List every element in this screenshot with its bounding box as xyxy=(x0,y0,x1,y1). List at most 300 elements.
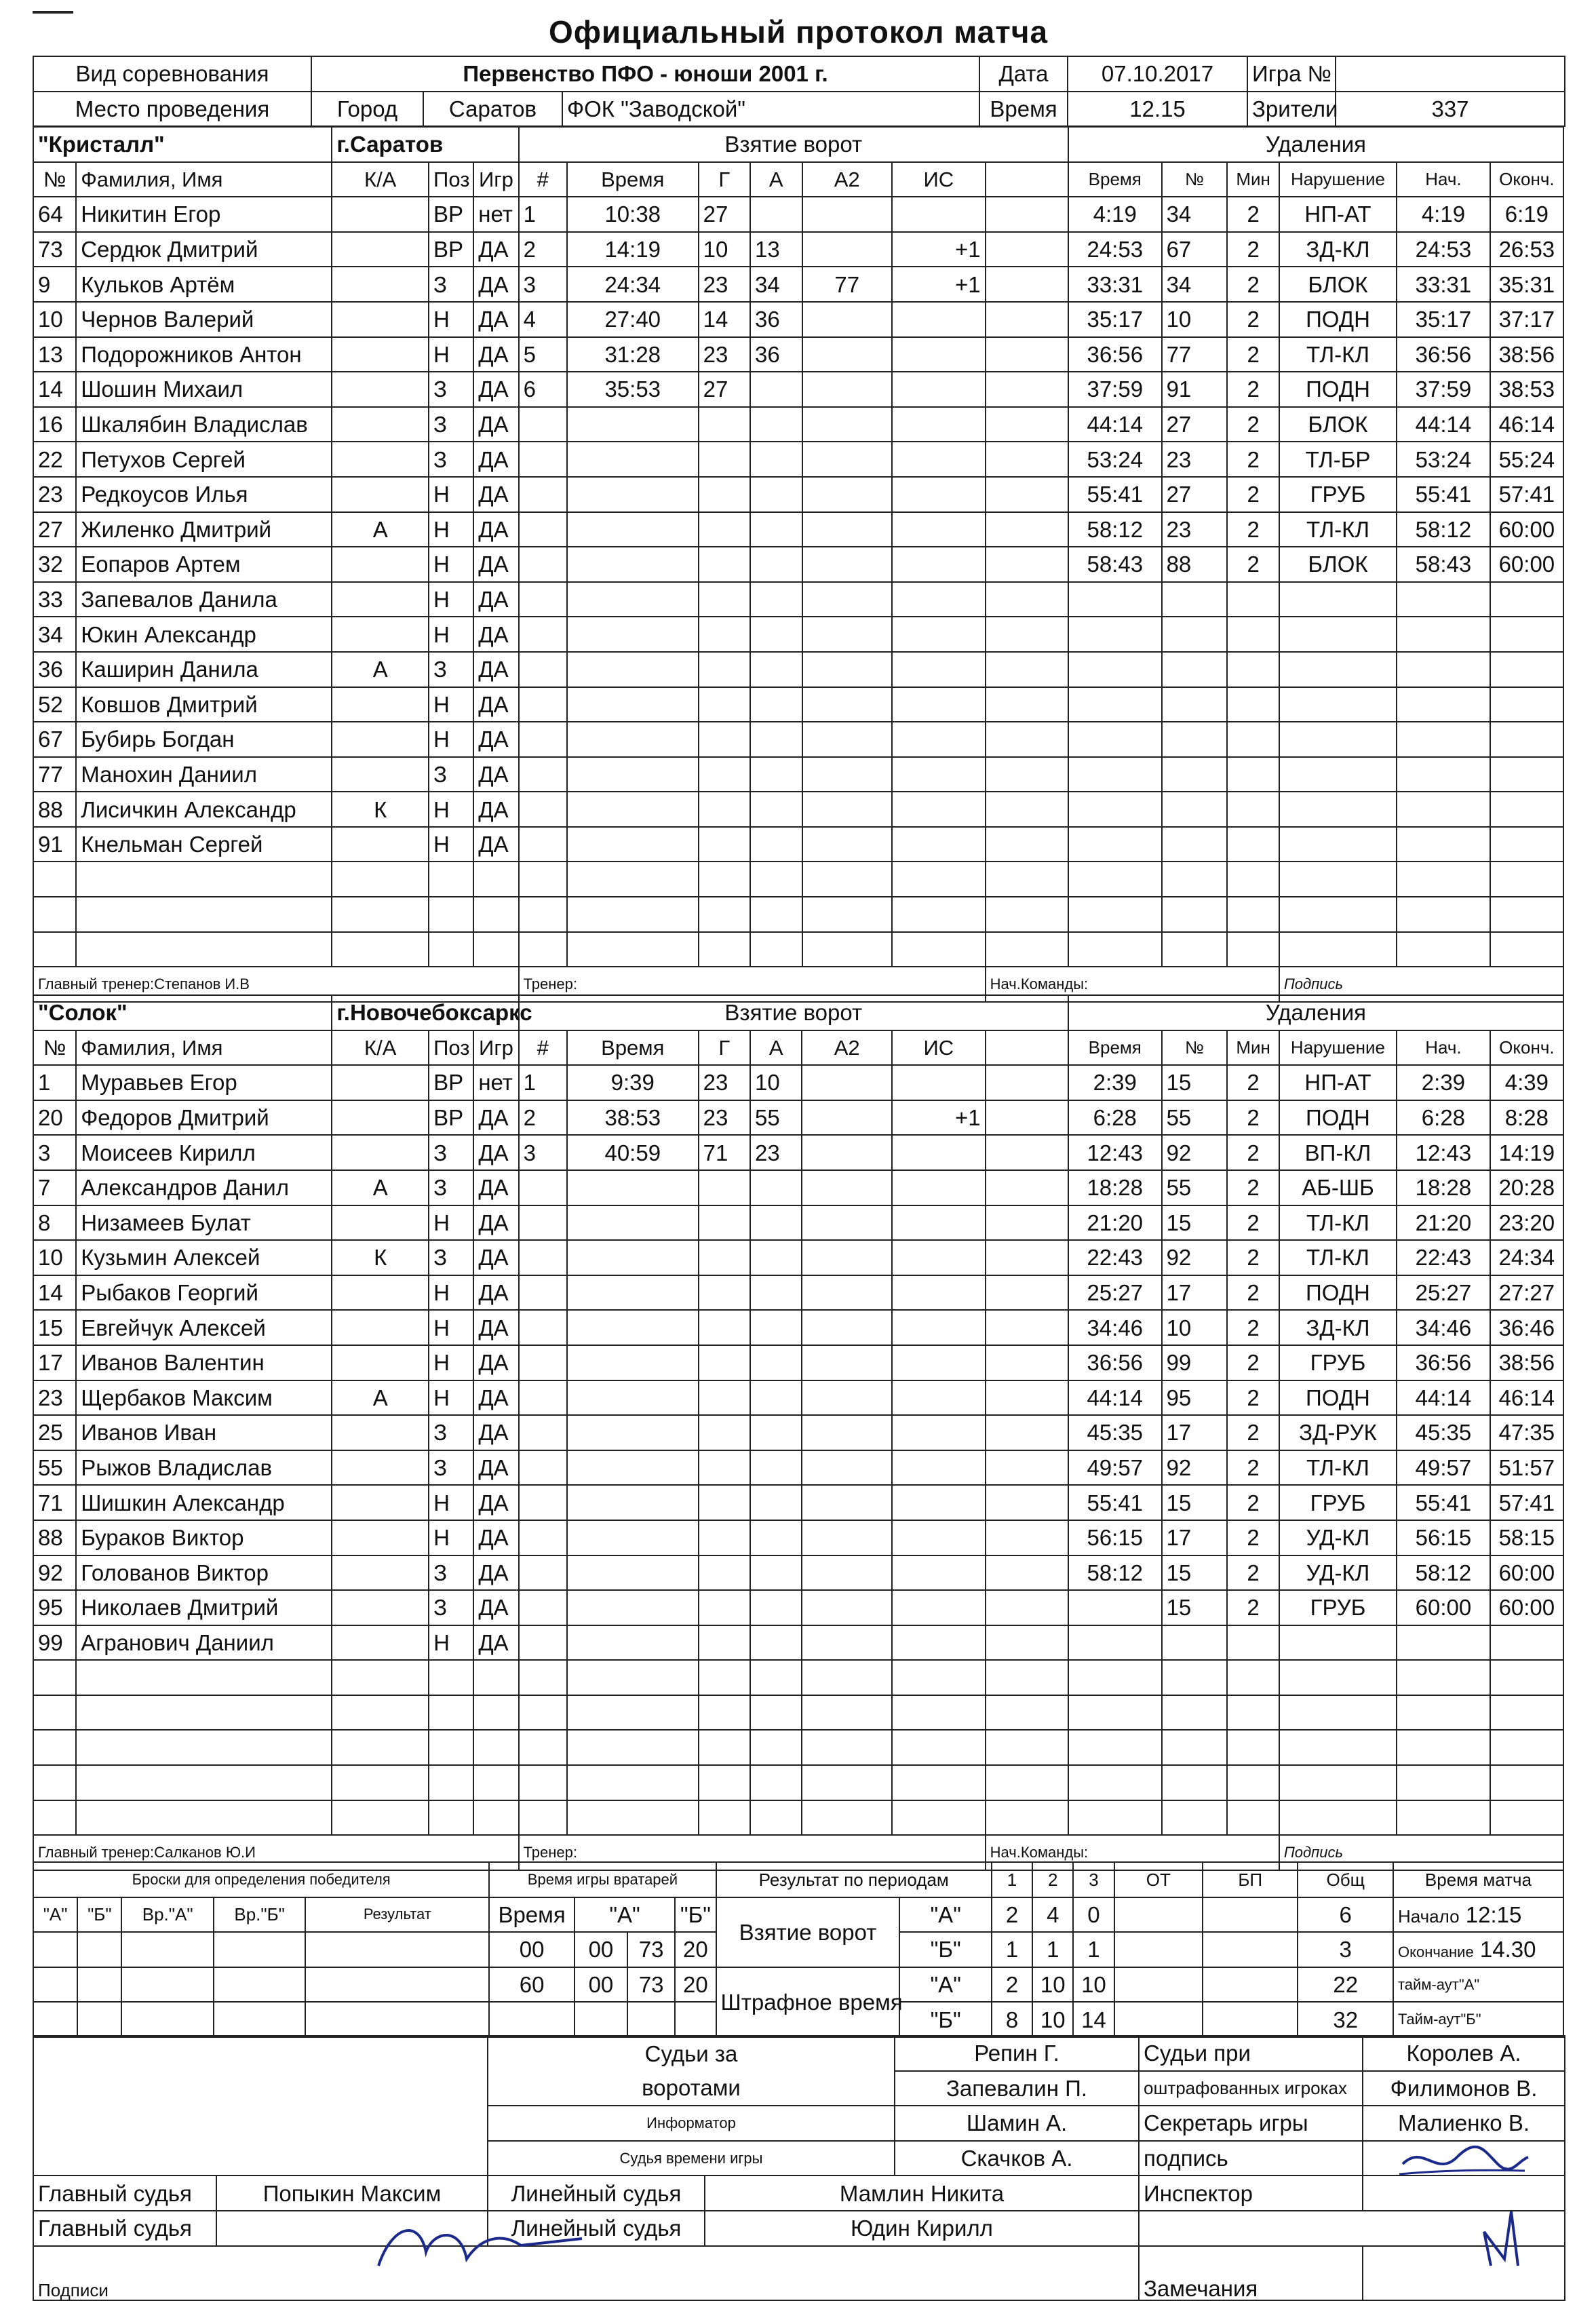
pen-time: 2:39 xyxy=(1068,1065,1162,1100)
pen-min: 2 xyxy=(1227,1415,1279,1450)
table-row xyxy=(33,652,1563,687)
player-pos: Н xyxy=(429,547,473,582)
pen-start: 36:56 xyxy=(1397,1345,1490,1380)
player-pos: Н xyxy=(429,687,473,722)
secretary-value: Малиенко В. xyxy=(1363,2106,1565,2141)
pen-min xyxy=(1227,1765,1279,1800)
table-row xyxy=(33,1520,1563,1555)
pen-time xyxy=(1068,757,1162,792)
player-pos: Н xyxy=(429,1485,473,1520)
pen-time: 58:12 xyxy=(1068,1555,1162,1591)
match-time-label: Время матча xyxy=(1393,1862,1563,1897)
goal-a2: 77 xyxy=(802,267,893,302)
goal-g xyxy=(699,582,750,617)
player-ka xyxy=(332,827,429,862)
goal-time xyxy=(567,1450,699,1486)
player-no: 36 xyxy=(33,652,76,687)
goal-a: 55 xyxy=(750,1100,802,1136)
goal-a2 xyxy=(802,792,893,827)
col-goal-no: # xyxy=(519,1030,567,1066)
player-no: 25 xyxy=(33,1415,76,1450)
col-pen-time: Время xyxy=(1068,162,1162,197)
pen-end: 37:17 xyxy=(1490,302,1563,337)
gk-r1-b: 20 xyxy=(675,1932,716,1967)
player-pos: З xyxy=(429,1590,473,1625)
pen-min: 2 xyxy=(1227,1345,1279,1380)
gk-r2-a: 73 xyxy=(627,1967,675,2003)
pen-foul xyxy=(1279,652,1397,687)
remarks-signature xyxy=(1464,2205,1538,2273)
pen-end xyxy=(1490,1660,1563,1695)
pen-foul: НП-АТ xyxy=(1279,1065,1397,1100)
pen-foul xyxy=(1279,722,1397,757)
pen-time: 33:31 xyxy=(1068,267,1162,302)
player-ka xyxy=(332,232,429,267)
goal-g xyxy=(699,407,750,442)
player-name: Кнельман Сергей xyxy=(76,827,332,862)
head-coach: Главный тренер:Степанов И.В xyxy=(33,967,519,1002)
goal-g: 23 xyxy=(699,337,750,372)
goal-a2 xyxy=(802,512,893,547)
player-ka xyxy=(332,1135,429,1170)
player-name: Шкалябин Владислав xyxy=(76,407,332,442)
player-igr: ДА xyxy=(473,1310,518,1345)
pen-min xyxy=(1227,1695,1279,1730)
player-ka xyxy=(332,1555,429,1591)
table-row xyxy=(33,1275,1563,1311)
player-igr: ДА xyxy=(473,1590,518,1625)
pen-no xyxy=(1162,1765,1228,1800)
player-name: Лисичкин Александр xyxy=(76,792,332,827)
goal-a2 xyxy=(802,1765,892,1800)
pen-min: 2 xyxy=(1227,1100,1279,1136)
pen-end: 38:56 xyxy=(1490,337,1563,372)
player-igr: ДА xyxy=(473,722,518,757)
goal-a2 xyxy=(802,722,893,757)
player-name: Александров Данил xyxy=(76,1170,332,1205)
goal-n xyxy=(519,1415,567,1450)
pen-foul: ПОДН xyxy=(1279,1100,1397,1136)
goal-g: 71 xyxy=(699,1135,750,1170)
pen-no: 88 xyxy=(1162,547,1228,582)
pen-start: 6:28 xyxy=(1397,1100,1490,1136)
player-ka: К xyxy=(332,1240,429,1275)
pen-start xyxy=(1397,862,1490,897)
player-no: 7 xyxy=(33,1170,76,1205)
player-ka xyxy=(332,302,429,337)
goal-n xyxy=(519,757,567,792)
pen-time: 4:19 xyxy=(1068,197,1162,232)
pen-time: 58:43 xyxy=(1068,547,1162,582)
date-label: Дата xyxy=(979,56,1068,92)
player-igr: ДА xyxy=(473,1520,518,1555)
goal-time xyxy=(567,617,699,652)
table-row xyxy=(33,862,1563,897)
goal-g: 27 xyxy=(699,197,750,232)
player-igr: ДА xyxy=(473,1625,518,1661)
player-igr xyxy=(473,862,518,897)
goal-a2 xyxy=(802,932,893,967)
player-pos: Н xyxy=(429,1380,473,1416)
player-name: Петухов Сергей xyxy=(76,442,332,477)
pen-end: 51:57 xyxy=(1490,1450,1563,1486)
pen-foul: ЗД-КЛ xyxy=(1279,1310,1397,1345)
player-name: Ковшов Дмитрий xyxy=(76,687,332,722)
goal-g: 14 xyxy=(699,302,750,337)
goals-b-p1: 1 xyxy=(992,1932,1032,1967)
player-pos xyxy=(429,932,473,967)
goal-a2 xyxy=(802,1310,892,1345)
player-pos: Н xyxy=(429,1345,473,1380)
player-ka xyxy=(332,687,429,722)
team-chief: Нач.Команды: xyxy=(986,967,1279,1002)
goal-n: 2 xyxy=(519,1100,567,1136)
player-igr: ДА xyxy=(473,1345,518,1380)
player-pos: Н xyxy=(429,302,473,337)
player-igr: ДА xyxy=(473,442,518,477)
goal-n xyxy=(519,1590,567,1625)
col-pen-no: № xyxy=(1162,162,1228,197)
goal-is xyxy=(892,1660,986,1695)
table-row xyxy=(33,512,1563,547)
player-pos: Н xyxy=(429,582,473,617)
pen-start xyxy=(1397,827,1490,862)
table-row xyxy=(33,1765,1563,1800)
goal-is xyxy=(892,372,986,407)
pen-team-a-code: "А" xyxy=(899,1967,991,2003)
goal-a xyxy=(750,1625,802,1661)
player-igr: ДА xyxy=(473,792,518,827)
pen-min xyxy=(1227,932,1279,967)
pen-min: 2 xyxy=(1227,407,1279,442)
player-ka xyxy=(332,1205,429,1241)
team-b-table xyxy=(33,994,1564,1871)
goal-g xyxy=(699,932,750,967)
goals-a-p1: 2 xyxy=(992,1897,1032,1933)
pen-no xyxy=(1162,1660,1228,1695)
player-no: 20 xyxy=(33,1100,76,1136)
player-ka xyxy=(332,1730,429,1765)
pen-min xyxy=(1227,897,1279,932)
player-igr: ДА xyxy=(473,1275,518,1311)
goal-n xyxy=(519,932,567,967)
player-igr: ДА xyxy=(473,1100,518,1136)
pen-end: 57:41 xyxy=(1490,477,1563,512)
goal-is xyxy=(892,1555,986,1591)
summary-table xyxy=(33,1861,1564,2038)
signature-label: Подпись xyxy=(1279,1835,1563,1870)
goal-time xyxy=(567,827,699,862)
goal-a xyxy=(750,1170,802,1205)
col-goal-is: ИС xyxy=(892,162,986,197)
pen-foul: БЛОК xyxy=(1279,267,1397,302)
referee-label-1: Главный судья xyxy=(33,2176,216,2211)
timeout-a-label: тайм-аут"А" xyxy=(1393,1967,1563,2003)
player-igr: ДА xyxy=(473,1485,518,1520)
player-name: Подорожников Антон xyxy=(76,337,332,372)
goal-time xyxy=(567,932,699,967)
col-pen-foul: Нарушение xyxy=(1279,162,1397,197)
pen-time xyxy=(1068,792,1162,827)
player-pos: З xyxy=(429,757,473,792)
goal-time xyxy=(567,757,699,792)
goal-time xyxy=(567,897,699,932)
goal-a xyxy=(750,617,802,652)
player-ka xyxy=(332,1765,429,1800)
pen-a-p3: 10 xyxy=(1073,1967,1114,2003)
player-igr: ДА xyxy=(473,757,518,792)
goal-a2 xyxy=(802,302,893,337)
goal-a xyxy=(750,862,802,897)
pen-min: 2 xyxy=(1227,1065,1279,1100)
player-no xyxy=(33,1800,76,1836)
player-ka xyxy=(332,337,429,372)
goal-a2 xyxy=(802,897,893,932)
pen-end xyxy=(1490,687,1563,722)
player-no: 14 xyxy=(33,1275,76,1311)
goal-a2 xyxy=(802,232,893,267)
goal-a xyxy=(750,1555,802,1591)
pen-no: 34 xyxy=(1162,197,1228,232)
goal-g xyxy=(699,1590,750,1625)
player-pos: Н xyxy=(429,827,473,862)
pen-end: 6:19 xyxy=(1490,197,1563,232)
table-row xyxy=(33,547,1563,582)
pen-start: 58:12 xyxy=(1397,512,1490,547)
pen-time xyxy=(1068,932,1162,967)
goal-is xyxy=(892,1765,986,1800)
pen-start: 12:43 xyxy=(1397,1135,1490,1170)
pen-end: 4:39 xyxy=(1490,1065,1563,1100)
goal-is xyxy=(892,442,986,477)
player-pos xyxy=(429,1765,473,1800)
player-no: 15 xyxy=(33,1310,76,1345)
player-igr: ДА xyxy=(473,687,518,722)
goal-a2 xyxy=(802,1275,892,1311)
table-row xyxy=(33,582,1563,617)
penalty-judge-2: Филимонов В. xyxy=(1363,2071,1565,2106)
player-name xyxy=(76,1660,332,1695)
goal-a2 xyxy=(802,687,893,722)
goal-n xyxy=(519,827,567,862)
goal-is xyxy=(892,1520,986,1555)
player-no: 99 xyxy=(33,1625,76,1661)
pen-min: 2 xyxy=(1227,442,1279,477)
shootout-col-vra: Вр."А" xyxy=(121,1897,213,1933)
goal-n xyxy=(519,652,567,687)
player-name: Бубирь Богдан xyxy=(76,722,332,757)
goal-g xyxy=(699,652,750,687)
goal-a xyxy=(750,1660,802,1695)
col-pen-min: Мин xyxy=(1227,1030,1279,1066)
pen-foul: ГРУБ xyxy=(1279,1590,1397,1625)
table-row xyxy=(33,757,1563,792)
pen-foul: БЛОК xyxy=(1279,547,1397,582)
pen-min: 2 xyxy=(1227,1170,1279,1205)
pen-no: 10 xyxy=(1162,1310,1228,1345)
player-pos: З xyxy=(429,1170,473,1205)
pen-min: 2 xyxy=(1227,337,1279,372)
pen-min: 2 xyxy=(1227,1380,1279,1416)
goal-a xyxy=(750,897,802,932)
goal-time: 35:53 xyxy=(567,372,699,407)
team-chief: Нач.Команды: xyxy=(986,1835,1279,1870)
game-no-value xyxy=(1336,56,1565,92)
player-no: 16 xyxy=(33,407,76,442)
pen-no: 92 xyxy=(1162,1240,1228,1275)
goal-g xyxy=(699,442,750,477)
goal-is xyxy=(892,582,986,617)
informer-label: Информатор xyxy=(488,2106,895,2141)
goal-a2 xyxy=(802,1485,892,1520)
col-name: Фамилия, Имя xyxy=(76,1030,332,1066)
pen-time: 49:57 xyxy=(1068,1450,1162,1486)
player-ka xyxy=(332,1625,429,1661)
pen-end: 8:28 xyxy=(1490,1100,1563,1136)
game-no-label: Игра № xyxy=(1247,56,1336,92)
table-row xyxy=(33,687,1563,722)
player-no: 10 xyxy=(33,302,76,337)
player-ka xyxy=(332,582,429,617)
goal-g xyxy=(699,1730,750,1765)
goal-a2 xyxy=(802,1065,892,1100)
shootout-col-result: Результат xyxy=(305,1897,489,1933)
goal-g xyxy=(699,1345,750,1380)
player-pos: З xyxy=(429,267,473,302)
pen-start xyxy=(1397,1730,1490,1765)
goal-a xyxy=(750,372,802,407)
pen-end xyxy=(1490,1765,1563,1800)
pen-min: 2 xyxy=(1227,512,1279,547)
player-igr: ДА xyxy=(473,1415,518,1450)
goal-n xyxy=(519,1275,567,1311)
player-igr: ДА xyxy=(473,617,518,652)
goals-a-p3: 0 xyxy=(1073,1897,1114,1933)
goal-n xyxy=(519,442,567,477)
player-igr: ДА xyxy=(473,1205,518,1241)
pen-end xyxy=(1490,652,1563,687)
goal-g xyxy=(699,722,750,757)
pen-time xyxy=(1068,582,1162,617)
goal-n xyxy=(519,1205,567,1241)
pen-min xyxy=(1227,652,1279,687)
goal-a2 xyxy=(802,1415,892,1450)
linesman-label-1: Линейный судья xyxy=(488,2176,705,2211)
pen-no xyxy=(1162,827,1228,862)
linesman-label-2: Линейный судья xyxy=(488,2211,705,2246)
goal-a xyxy=(750,792,802,827)
pen-no: 34 xyxy=(1162,267,1228,302)
pen-end: 60:00 xyxy=(1490,1555,1563,1591)
pen-foul xyxy=(1279,617,1397,652)
player-name: Кузьмин Алексей xyxy=(76,1240,332,1275)
player-no: 52 xyxy=(33,687,76,722)
player-igr: ДА xyxy=(473,407,518,442)
goals-a-p2: 4 xyxy=(1032,1897,1073,1933)
pen-time: 55:41 xyxy=(1068,477,1162,512)
goal-a2 xyxy=(802,547,893,582)
goal-a xyxy=(750,1240,802,1275)
player-name: Манохин Даниил xyxy=(76,757,332,792)
table-row xyxy=(33,827,1563,862)
goal-n xyxy=(519,1520,567,1555)
pen-min xyxy=(1227,792,1279,827)
goal-n xyxy=(519,1625,567,1661)
table-row xyxy=(33,792,1563,827)
player-igr: ДА xyxy=(473,1380,518,1416)
goal-n xyxy=(519,1695,567,1730)
pen-end: 24:34 xyxy=(1490,1240,1563,1275)
goal-is xyxy=(892,687,986,722)
col-no: № xyxy=(33,162,76,197)
col-pen-min: Мин xyxy=(1227,162,1279,197)
player-ka xyxy=(332,1590,429,1625)
player-pos: З xyxy=(429,1135,473,1170)
pen-no: 55 xyxy=(1162,1170,1228,1205)
goal-is xyxy=(892,197,986,232)
pen-min: 2 xyxy=(1227,1450,1279,1486)
player-no xyxy=(33,1765,76,1800)
pen-min: 2 xyxy=(1227,1555,1279,1591)
player-ka: А xyxy=(332,512,429,547)
pen-no xyxy=(1162,1625,1228,1661)
goals-label: Взятие ворот xyxy=(716,1897,900,1967)
pen-end: 23:20 xyxy=(1490,1205,1563,1241)
goal-g xyxy=(699,1205,750,1241)
goal-is xyxy=(892,477,986,512)
goal-a2 xyxy=(802,1730,892,1765)
pen-time: 35:17 xyxy=(1068,302,1162,337)
pen-end xyxy=(1490,1730,1563,1765)
goal-g xyxy=(699,792,750,827)
pen-time xyxy=(1068,617,1162,652)
referee-1: Попыкин Максим xyxy=(216,2176,488,2211)
goal-n xyxy=(519,1555,567,1591)
goal-is xyxy=(892,897,986,932)
goal-n: 3 xyxy=(519,1135,567,1170)
goal-n xyxy=(519,1450,567,1486)
goal-is xyxy=(892,512,986,547)
pen-end: 36:46 xyxy=(1490,1310,1563,1345)
player-pos: ВР xyxy=(429,232,473,267)
pen-start xyxy=(1397,792,1490,827)
goal-g xyxy=(699,547,750,582)
goal-n xyxy=(519,1800,567,1836)
goal-g: 10 xyxy=(699,232,750,267)
pen-no: 91 xyxy=(1162,372,1228,407)
pen-foul xyxy=(1279,1625,1397,1661)
goal-a xyxy=(750,1415,802,1450)
pen-start: 58:43 xyxy=(1397,547,1490,582)
goal-a xyxy=(750,197,802,232)
pen-time xyxy=(1068,1765,1162,1800)
linesman-2: Юдин Кирилл xyxy=(705,2211,1139,2246)
goal-is xyxy=(892,1275,986,1311)
player-igr: ДА xyxy=(473,1555,518,1591)
goal-a: 36 xyxy=(750,337,802,372)
goal-a xyxy=(750,757,802,792)
player-no: 13 xyxy=(33,337,76,372)
goal-g xyxy=(699,1240,750,1275)
goal-n xyxy=(519,1660,567,1695)
table-row xyxy=(33,1485,1563,1520)
goal-is xyxy=(892,1380,986,1416)
pen-no: 23 xyxy=(1162,512,1228,547)
pen-min xyxy=(1227,1730,1279,1765)
col-goal-time: Время xyxy=(567,162,699,197)
player-name xyxy=(76,897,332,932)
player-pos xyxy=(429,1800,473,1836)
